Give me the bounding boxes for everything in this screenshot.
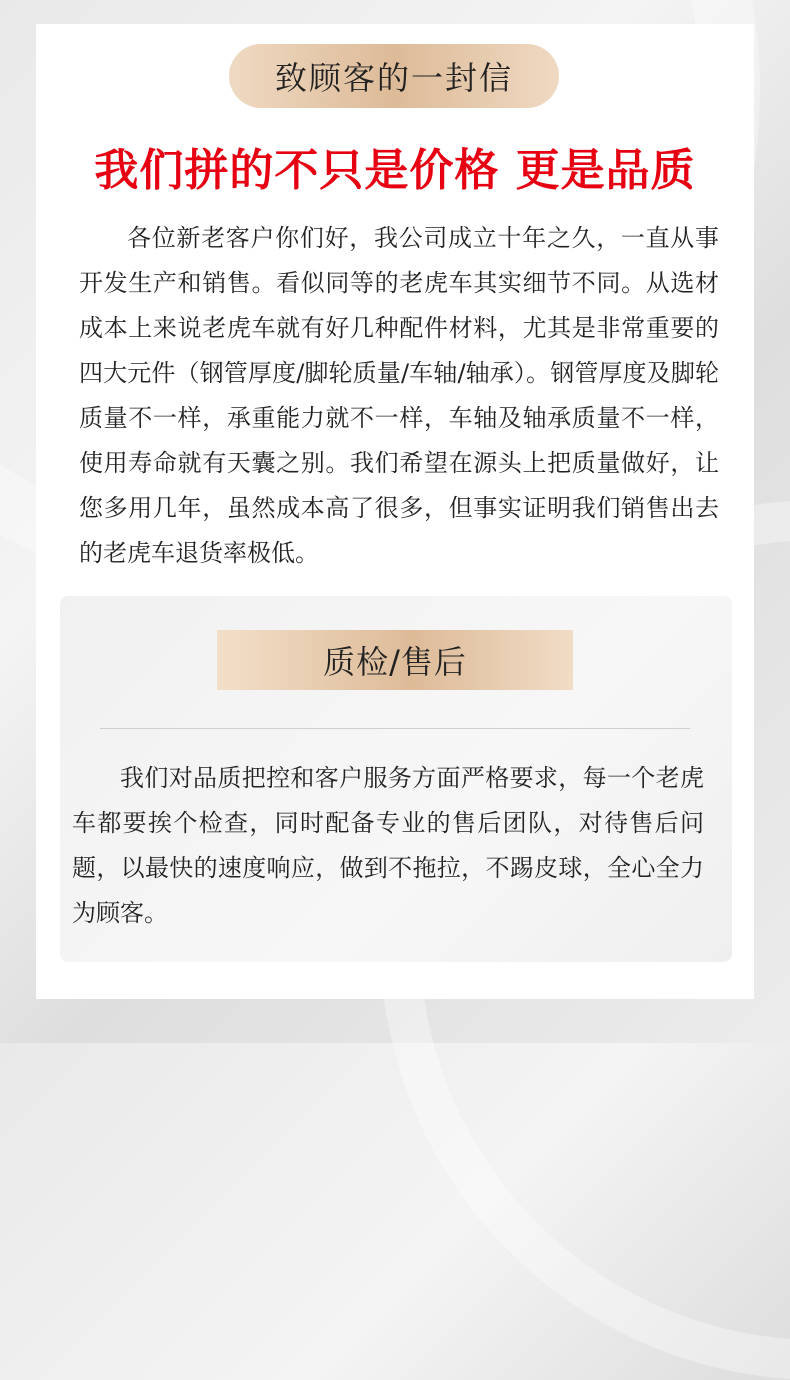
divider [100,728,690,729]
service-body: 我们对品质把控和客户服务方面严格要求，每一个老虎车都要挨个检查，同时配备专业的售后团队，对待售后问题，以最快的速度响应，做到不拖拉，不踢皮球，全心全力为顾客。 [72,764,704,927]
letter-title-badge [229,44,559,108]
qc-title-badge [217,630,573,690]
qc-service-panel [60,596,732,962]
letter-card [36,24,754,999]
letter-title: 致顾客的一封信 [274,59,513,97]
qc-title: 质检/售后 [323,643,467,681]
letter-body: 各位新老客户你们好，我公司成立十年之久，一直从事开发生产和销售。看似同等的老虎车其实细节不同。从选材成本上来说老虎车就有好几种配件材料，尤其是非常重要的四大元件（钢管厚度/脚轮质量/车轴/轴承）。钢管厚度及脚轮质量不一样，承重能力就不一样，车轴及轴承质量不一样，使用寿命就有天囊之别。我们希望在源头上把质量做好，让您多用几年，虽然成本高了很多，但事实证明我们销售出去的老虎车退货率极低。 [79,224,719,567]
headline: 我们拼的不只是价格 更是品质 [94,145,696,196]
